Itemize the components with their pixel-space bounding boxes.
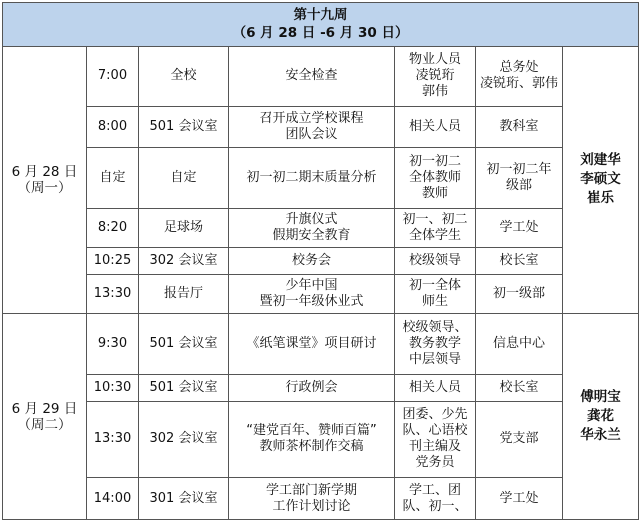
event-time-cell: 8:20 (87, 208, 139, 247)
event-place-cell: 报告厅 (139, 274, 229, 313)
event-place-cell: 302 会议室 (139, 401, 229, 478)
event-time-cell: 13:30 (87, 401, 139, 478)
event-time-cell: 8:00 (87, 106, 139, 148)
event-place-cell: 足球场 (139, 208, 229, 247)
duty-staff-cell: 刘建华 李硕文 崔乐 (563, 46, 639, 314)
event-participants-cell: 相关人员 (395, 106, 476, 148)
event-place-cell: 501 会议室 (139, 314, 229, 374)
week-header-row (3, 3, 639, 47)
event-participants-cell: 相关人员 (395, 374, 476, 401)
duty-staff-cell: 傅明宝 龚花 华永兰 (563, 314, 639, 520)
event-department-cell: 校长室 (476, 374, 563, 401)
event-place-cell: 501 会议室 (139, 106, 229, 148)
day-date-cell: 6 月 28 日 （周一） (3, 46, 87, 314)
event-department-cell: 校长室 (476, 247, 563, 274)
event-time-cell: 10:30 (87, 374, 139, 401)
event-participants-cell: 校级领导 (395, 247, 476, 274)
event-participants-cell: 初一全体 师生 (395, 274, 476, 313)
schedule-row (3, 208, 639, 247)
event-time-cell: 9:30 (87, 314, 139, 374)
event-department-cell: 总务处 凌锐珩、郭伟 (476, 46, 563, 106)
schedule-row (3, 314, 639, 374)
event-content-cell: 行政例会 (229, 374, 395, 401)
event-time-cell: 自定 (87, 148, 139, 208)
event-participants-cell: 团委、少先 队、心语校 刊主编及 党务员 (395, 401, 476, 478)
event-participants-cell: 物业人员 凌锐珩 郭伟 (395, 46, 476, 106)
event-department-cell: 信息中心 (476, 314, 563, 374)
schedule-body (3, 3, 639, 520)
event-place-cell: 302 会议室 (139, 247, 229, 274)
event-content-cell: 《纸笔课堂》项目研讨 (229, 314, 395, 374)
schedule-row (3, 274, 639, 313)
week-header (3, 3, 639, 47)
event-participants-cell: 校级领导、 教务教学 中层领导 (395, 314, 476, 374)
day-date-cell: 6 月 29 日 （周二） (3, 314, 87, 520)
event-time-cell: 13:30 (87, 274, 139, 313)
event-time-cell: 10:25 (87, 247, 139, 274)
event-department-cell: 党支部 (476, 401, 563, 478)
schedule-row (3, 374, 639, 401)
event-place-cell: 自定 (139, 148, 229, 208)
schedule-row (3, 148, 639, 208)
schedule-row (3, 478, 639, 520)
event-place-cell: 全校 (139, 46, 229, 106)
event-content-cell: 校务会 (229, 247, 395, 274)
schedule-row (3, 401, 639, 478)
event-content-cell: 升旗仪式 假期安全教育 (229, 208, 395, 247)
week-title: 第十九周 (293, 7, 348, 24)
event-time-cell: 14:00 (87, 478, 139, 520)
schedule-row (3, 46, 639, 106)
event-department-cell: 初一级部 (476, 274, 563, 313)
event-content-cell: 安全检查 (229, 46, 395, 106)
schedule-table (2, 2, 639, 520)
event-time-cell: 7:00 (87, 46, 139, 106)
schedule-row (3, 247, 639, 274)
event-content-cell: 初一初二期末质量分析 (229, 148, 395, 208)
event-department-cell: 学工处 (476, 208, 563, 247)
event-content-cell: 召开成立学校课程 团队会议 (229, 106, 395, 148)
event-participants-cell: 初一、初二 全体学生 (395, 208, 476, 247)
event-department-cell: 教科室 (476, 106, 563, 148)
event-place-cell: 501 会议室 (139, 374, 229, 401)
event-participants-cell: 学工、团 队、初一、 (395, 478, 476, 520)
event-content-cell: 学工部门新学期 工作计划讨论 (229, 478, 395, 520)
event-department-cell: 初一初二年 级部 (476, 148, 563, 208)
event-content-cell: “建党百年、赞师百篇” 教师茶杯制作交稿 (229, 401, 395, 478)
week-range: （6 月 28 日 -6 月 30 日） (232, 25, 409, 42)
event-participants-cell: 初一初二 全体教师 教师 (395, 148, 476, 208)
event-place-cell: 301 会议室 (139, 478, 229, 520)
schedule-row (3, 106, 639, 148)
event-content-cell: 少年中国 暨初一年级休业式 (229, 274, 395, 313)
event-department-cell: 学工处 (476, 478, 563, 520)
